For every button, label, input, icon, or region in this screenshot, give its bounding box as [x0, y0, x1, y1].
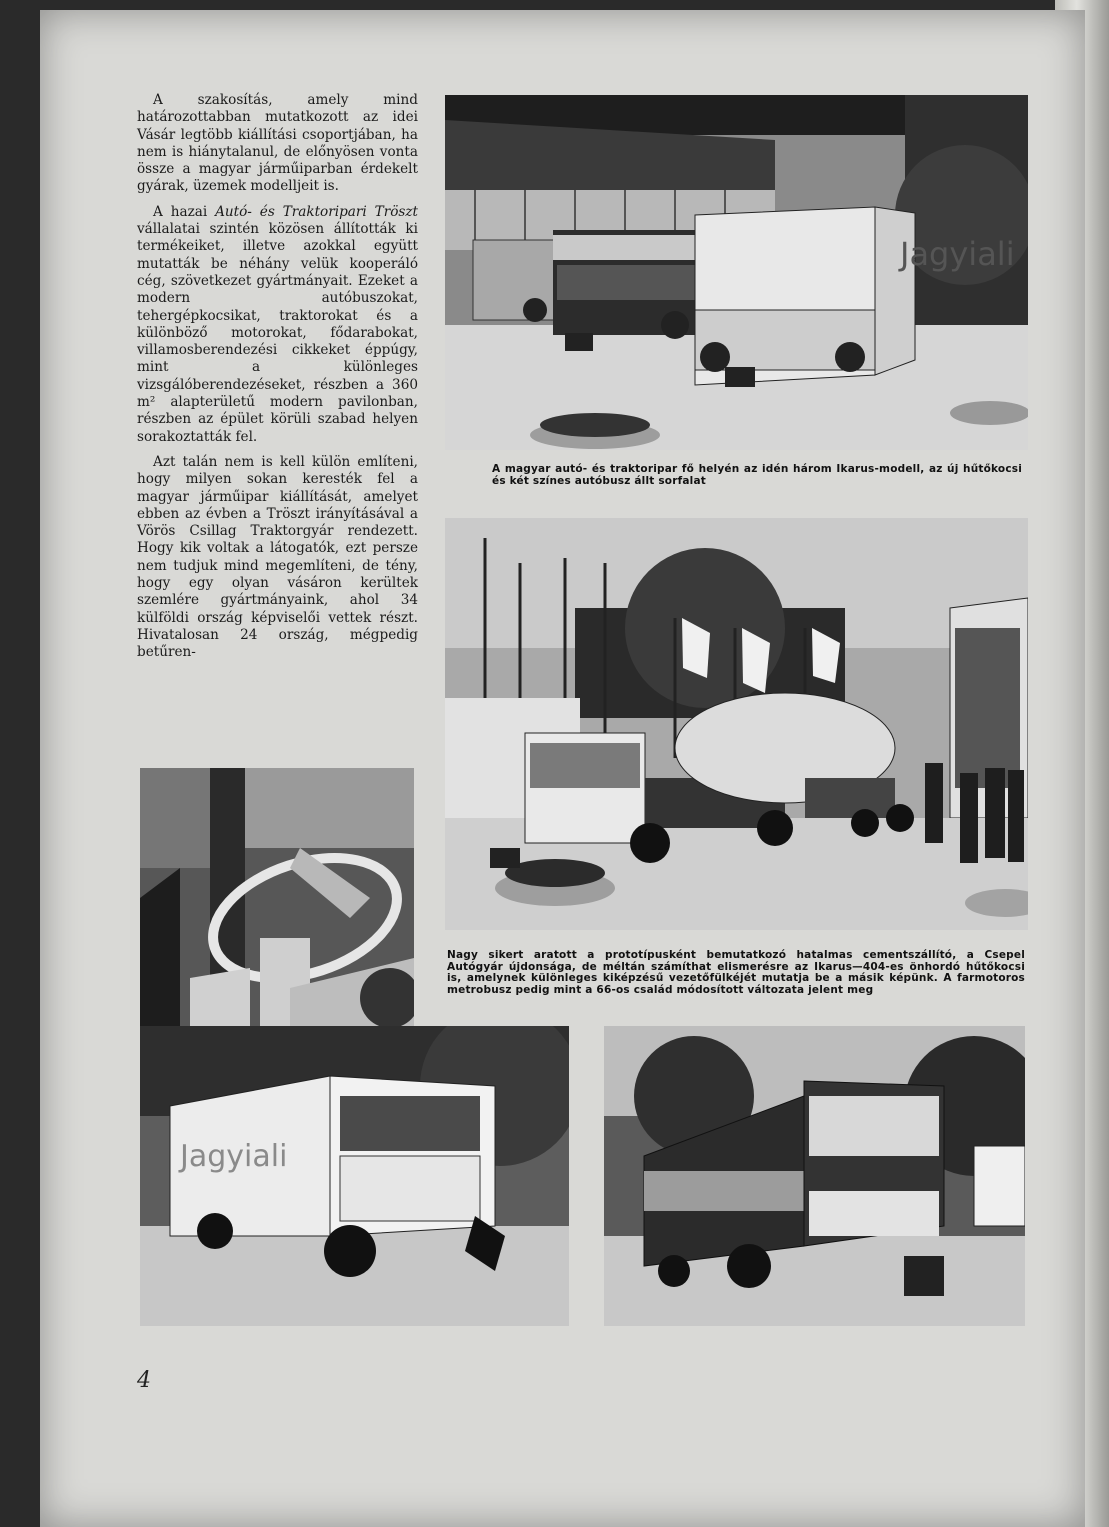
trust-name: Autó- és Traktoripari Tröszt — [215, 203, 418, 220]
article-text-column — [137, 92, 418, 670]
photo-refrigerated-truck — [140, 1026, 569, 1326]
paragraph-2-lead: A hazai — [153, 203, 208, 220]
truck-side-lettering: Jagyiali — [180, 1139, 288, 1174]
photo-metrobus — [604, 1026, 1025, 1326]
paragraph-2 — [137, 204, 418, 446]
caption-top: A magyar autó- és traktoripar fő helyén az idén három Ikarus-modell, az új hűtőkocsi és két színes autóbusz állt sorfalat — [492, 463, 1022, 487]
vehicle-lettering: Jagyiali — [900, 235, 1015, 273]
photo-cement-transporter — [445, 518, 1028, 930]
paragraph-3: Azt talán nem is kell külön említeni, hogy milyen sokan keresték fel a magyar járműipar kiállítását, amelyet ebben az évben a Tröszt irányításával a Vörös Csillag Traktorgyár rendezett. Hogy kik voltak a látogatók, ezt persze nem tudjuk mind megemlíteni, de tény, hogy egy olyan vásáron kerültek szemlére gyártmányaink, ahol 34 külföldi ország képviselői vettek részt. Hivatalosan 24 ország, mégpedig betűren- — [137, 453, 418, 661]
caption-middle: Nagy sikert aratott a prototípusként bemutatkozó hatalmas cementszállító, a Csepel Autógyár újdonsága, de méltán számíthat elismerésre az Ikarus—404-es önhordó hűtőkocsi is, amelynek különleges kiképzésű vezetőfülkéjét mutatja be a másik képünk. A farmotoros metrobusz pedig mint a 66-os család módosított változata jelent meg — [447, 949, 1025, 996]
page-number: 4 — [137, 1368, 151, 1393]
paragraph-1: A szakosítás, amely mind határozottabban mutatkozott az idei Vásár legtöbb kiállítási csoportjában, ha nem is hiánytalanul, de előnyösen vonta össze a magyar járműiparban érdekelt gyárak, üzemek modelljeit is. — [137, 92, 418, 195]
photo-cab-interior — [140, 768, 414, 1049]
photo-ikarus-lineup — [445, 95, 1028, 450]
paragraph-2-body: vállalatai szintén közösen állították ki termékeiket, illetve azokkal együtt mutatták be néhány velük kooperáló cég, szövetkezet gyártmányait. Ezeket a modern autóbuszokat, tehergépkocsikat, traktorokat és a különböző motorokat, fődarabokat, villamosberendezési cikkeket éppúgy, mint a különleges vizsgálóberendezéseket, részben a 360 m² alapterületű modern pavilonban, részben az épület körüli szabad helyen sorakoztatták fel. — [137, 221, 418, 445]
